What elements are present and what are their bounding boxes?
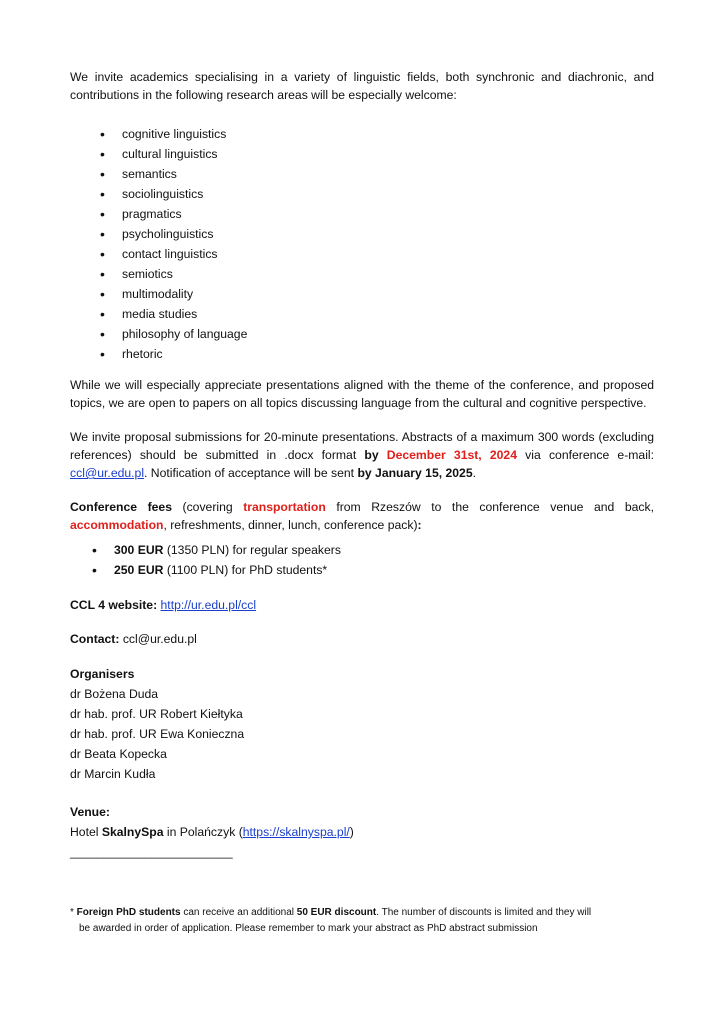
footnote-line [70,905,660,921]
footnote-text: . The number of discounts is limited and they will [376,907,592,918]
contact-label: Contact: [70,632,120,646]
list-item: • semiotics [122,264,654,284]
research-areas-list [70,124,654,364]
conference-email-link[interactable]: ccl@ur.edu.pl [70,466,145,480]
list-item: • psycholinguistics [122,224,654,244]
submission-text: . [472,466,477,480]
organisers-section [70,664,654,784]
list-item: • cognitive linguistics [122,124,654,144]
fees-paragraph [70,498,654,534]
website-line [70,596,654,614]
list-item: • cultural linguistics [122,144,654,164]
fees-text: (covering [171,500,244,514]
list-item: • contact linguistics [122,244,654,264]
organiser-name: dr hab. prof. UR Ewa Konieczna [70,727,245,741]
fee-description: (1350 PLN) for regular speakers [163,543,341,557]
organiser-name: dr Marcin Kudła [70,767,156,781]
list-item: • philosophy of language [122,324,654,344]
intro-paragraph: We invite academics specialising in a variety of linguistic fields, both synchronic and diachronic, and contributions in the following research areas will be especially welcome: [70,70,654,102]
notification-date: by January 15, 2025 [357,466,473,480]
venue-link[interactable]: https://skalnyspa.pl/ [242,825,350,839]
organiser-name: dr hab. prof. UR Robert Kiełtyka [70,707,243,721]
submission-paragraph [70,428,654,482]
hotel-name: SkalnySpa [101,825,164,839]
footnote [70,905,660,937]
submission-text: via conference e-mail: [517,448,654,462]
venue-text: ) [349,825,354,839]
fees-text: from Rzeszów to the conference venue and back, [325,500,654,514]
list-item [114,560,654,580]
contact-line [70,630,654,648]
venue-section [70,802,654,862]
footnote-marker: * [70,907,77,918]
submission-deadline: December 31st, 2024 [386,448,517,462]
list-item [114,540,654,560]
fees-transportation: transportation [243,500,326,514]
venue-heading: Venue: [70,805,110,819]
list-item: • media studies [122,304,654,324]
fee-amount: 300 EUR [114,543,164,557]
organisers-heading: Organisers [70,667,135,681]
list-item: • semantics [122,164,654,184]
venue-line [70,822,654,842]
contact-email: ccl@ur.edu.pl [119,632,197,646]
footnote-text: can receive an additional [180,907,297,918]
fees-colon: : [417,518,422,532]
list-item: • pragmatics [122,204,654,224]
fees-accommodation: accommodation [70,518,164,532]
footnote-bold: Foreign PhD students [76,907,181,918]
organiser-name: dr Bożena Duda [70,687,159,701]
fee-description: (1100 PLN) for PhD students* [163,563,328,577]
website-label: CCL 4 website: [70,598,158,612]
footnote-separator: ________________________ [70,845,233,859]
fees-text: , refreshments, dinner, lunch, conference pack) [163,518,418,532]
venue-text: Hotel [70,825,102,839]
website-link[interactable]: http://ur.edu.pl/ccl [160,598,257,612]
list-item: • multimodality [122,284,654,304]
list-item: • rhetoric [122,344,654,364]
fee-amount: 250 EUR [114,563,164,577]
organiser-name: dr Beata Kopecka [70,747,167,761]
venue-text: in Polańczyk ( [163,825,243,839]
footnote-bold: 50 EUR discount [296,907,377,918]
theme-paragraph: While we will especially appreciate presentations aligned with the theme of the conference, and proposed topics, we are open to papers on all topics discussing language from the cultural and cognitive perspective. [70,378,654,410]
deadline-prefix: by [364,448,387,462]
list-item: • sociolinguistics [122,184,654,204]
footnote-line: be awarded in order of application. Please remember to mark your abstract as PhD abstract submission [79,923,538,934]
submission-text: We invite proposal submissions for 20-minute presentations. Abstracts of a maximum 300 words (excluding references) should be submitted in .docx format [70,430,654,462]
fees-label: Conference fees [70,500,172,514]
fees-list [70,540,654,580]
document-body [70,68,654,862]
submission-text: . Notification of acceptance will be sent [144,466,358,480]
